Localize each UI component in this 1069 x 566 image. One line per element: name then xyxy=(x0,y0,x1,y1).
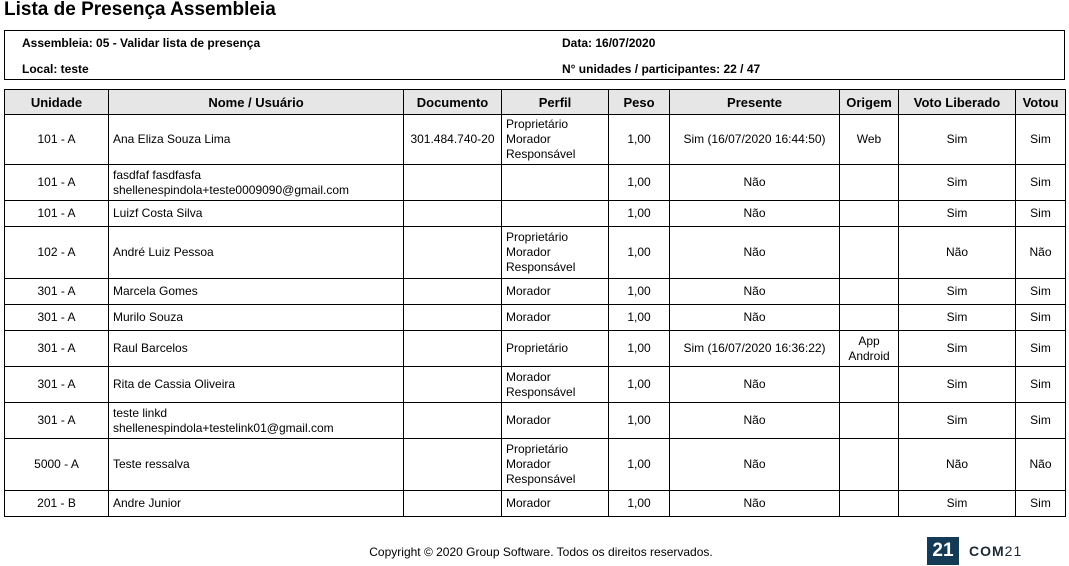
cell-perfil xyxy=(502,367,609,403)
cell-presente: Não xyxy=(670,367,840,403)
cell-origem xyxy=(840,227,899,279)
cell-presente: Não xyxy=(670,201,840,227)
cell-nome xyxy=(109,439,404,491)
cell-nome-line: Marcela Gomes xyxy=(113,284,198,298)
cell-unidade: 102 - A xyxy=(5,227,109,279)
cell-perfil-line: Morador xyxy=(506,310,551,324)
cell-peso: 1,00 xyxy=(609,491,670,517)
cell-nome-line: André Luiz Pessoa xyxy=(113,245,214,259)
cell-voto-liberado: Sim xyxy=(899,367,1016,403)
assembly-name: Assembleia: 05 - Validar lista de presença xyxy=(22,36,261,50)
table-header-row xyxy=(5,90,1066,115)
cell-origem-line: Web xyxy=(856,132,882,146)
cell-nome xyxy=(109,115,404,165)
table-row xyxy=(5,115,1066,165)
cell-peso: 1,00 xyxy=(609,201,670,227)
cell-nome-line: Andre Junior xyxy=(113,496,182,510)
cell-perfil-line: Responsável xyxy=(506,260,576,274)
cell-perfil-line: Responsável xyxy=(506,147,576,161)
cell-votou: Sim xyxy=(1016,367,1066,403)
col-header-voto-liberado: Voto Liberado xyxy=(899,90,1016,115)
cell-nome xyxy=(109,201,404,227)
cell-documento xyxy=(404,439,502,491)
cell-peso: 1,00 xyxy=(609,331,670,367)
cell-nome xyxy=(109,165,404,201)
col-header-presente: Presente xyxy=(670,90,840,115)
cell-nome xyxy=(109,331,404,367)
cell-origem xyxy=(840,367,899,403)
cell-votou: Sim xyxy=(1016,165,1066,201)
cell-perfil-line: Proprietário xyxy=(506,230,569,244)
cell-perfil xyxy=(502,115,609,165)
cell-perfil-line: Morador xyxy=(506,457,551,471)
com21-logo-text xyxy=(969,543,1022,559)
cell-nome xyxy=(109,227,404,279)
cell-perfil-line: Morador xyxy=(506,369,551,384)
col-header-perfil: Perfil xyxy=(502,90,609,115)
com21-logo-badge: 21 xyxy=(927,537,959,565)
table-row xyxy=(5,165,1066,201)
cell-votou: Sim xyxy=(1016,491,1066,517)
cell-perfil-line: Morador xyxy=(506,496,551,510)
cell-voto-liberado: Sim xyxy=(899,115,1016,165)
col-header-unidade: Unidade xyxy=(5,90,109,115)
assembly-date: Data: 16/07/2020 xyxy=(562,36,656,50)
cell-voto-liberado: Sim xyxy=(899,305,1016,331)
table-row xyxy=(5,305,1066,331)
cell-documento xyxy=(404,491,502,517)
cell-nome-line: shellenespindola+testelink01@gmail.com xyxy=(113,420,334,435)
cell-voto-liberado: Não xyxy=(899,227,1016,279)
col-header-peso: Peso xyxy=(609,90,670,115)
cell-peso: 1,00 xyxy=(609,279,670,305)
cell-voto-liberado: Sim xyxy=(899,403,1016,439)
cell-perfil-line: Proprietário xyxy=(506,117,569,131)
cell-perfil xyxy=(502,403,609,439)
cell-origem xyxy=(840,115,899,165)
cell-perfil xyxy=(502,491,609,517)
cell-presente: Sim (16/07/2020 16:36:22) xyxy=(670,331,840,367)
cell-votou: Sim xyxy=(1016,279,1066,305)
cell-origem xyxy=(840,165,899,201)
cell-perfil-line: Proprietário xyxy=(506,442,569,456)
cell-nome-line: fasdfaf fasdfasfa xyxy=(113,167,202,182)
cell-nome-line: Raul Barcelos xyxy=(113,341,188,355)
cell-documento xyxy=(404,331,502,367)
cell-voto-liberado: Não xyxy=(899,439,1016,491)
copyright-text: Copyright © 2020 Group Software. Todos os direitos reservados. xyxy=(369,545,713,559)
cell-documento xyxy=(404,367,502,403)
attendance-table xyxy=(4,89,1066,517)
cell-presente: Não xyxy=(670,491,840,517)
cell-documento xyxy=(404,279,502,305)
cell-unidade: 101 - A xyxy=(5,201,109,227)
cell-nome-line: Ana Eliza Souza Lima xyxy=(113,132,231,146)
cell-votou: Sim xyxy=(1016,305,1066,331)
cell-nome xyxy=(109,403,404,439)
cell-votou: Sim xyxy=(1016,331,1066,367)
cell-peso: 1,00 xyxy=(609,439,670,491)
cell-unidade: 5000 - A xyxy=(5,439,109,491)
cell-presente: Não xyxy=(670,305,840,331)
logo-text-bold: COM xyxy=(969,543,1005,559)
cell-peso: 1,00 xyxy=(609,227,670,279)
cell-votou: Não xyxy=(1016,227,1066,279)
cell-documento xyxy=(404,305,502,331)
cell-presente: Não xyxy=(670,165,840,201)
cell-voto-liberado: Sim xyxy=(899,165,1016,201)
cell-presente: Não xyxy=(670,403,840,439)
cell-peso: 1,00 xyxy=(609,367,670,403)
col-header-votou: Votou xyxy=(1016,90,1066,115)
cell-unidade: 301 - A xyxy=(5,403,109,439)
cell-nome-line: Murilo Souza xyxy=(113,310,184,324)
cell-nome-line: shellenespindola+teste0009090@gmail.com xyxy=(113,182,350,197)
col-header-nome: Nome / Usuário xyxy=(109,90,404,115)
cell-origem xyxy=(840,201,899,227)
cell-nome xyxy=(109,491,404,517)
cell-perfil-line: Morador xyxy=(506,413,551,427)
cell-documento xyxy=(404,227,502,279)
table-row xyxy=(5,279,1066,305)
cell-presente: Não xyxy=(670,439,840,491)
cell-nome-line: Teste ressalva xyxy=(113,457,190,471)
cell-unidade: 301 - A xyxy=(5,331,109,367)
cell-peso: 1,00 xyxy=(609,403,670,439)
cell-voto-liberado: Sim xyxy=(899,279,1016,305)
cell-perfil-line: Morador xyxy=(506,245,551,259)
assembly-location: Local: teste xyxy=(22,62,89,76)
cell-documento xyxy=(404,403,502,439)
logo-text-rest: 21 xyxy=(1004,543,1023,559)
cell-origem xyxy=(840,491,899,517)
cell-perfil xyxy=(502,165,609,201)
cell-perfil xyxy=(502,305,609,331)
col-header-documento: Documento xyxy=(404,90,502,115)
cell-nome xyxy=(109,367,404,403)
cell-origem xyxy=(840,439,899,491)
cell-presente: Sim (16/07/2020 16:44:50) xyxy=(670,115,840,165)
table-row xyxy=(5,201,1066,227)
cell-origem xyxy=(840,331,899,367)
cell-unidade: 301 - A xyxy=(5,279,109,305)
cell-perfil xyxy=(502,227,609,279)
cell-perfil xyxy=(502,439,609,491)
cell-peso: 1,00 xyxy=(609,165,670,201)
cell-origem xyxy=(840,403,899,439)
cell-presente: Não xyxy=(670,279,840,305)
cell-peso: 1,00 xyxy=(609,115,670,165)
units-participants-count: N° unidades / participantes: 22 / 47 xyxy=(562,62,761,76)
cell-votou: Sim xyxy=(1016,115,1066,165)
cell-documento xyxy=(404,201,502,227)
cell-origem xyxy=(840,305,899,331)
cell-origem xyxy=(840,279,899,305)
cell-votou: Sim xyxy=(1016,201,1066,227)
cell-perfil-line: Proprietário xyxy=(506,341,569,355)
col-header-origem: Origem xyxy=(840,90,899,115)
cell-perfil xyxy=(502,201,609,227)
cell-documento xyxy=(404,165,502,201)
cell-unidade: 101 - A xyxy=(5,165,109,201)
table-row xyxy=(5,367,1066,403)
cell-unidade: 101 - A xyxy=(5,115,109,165)
cell-origem-line: App xyxy=(858,333,880,348)
cell-voto-liberado: Sim xyxy=(899,491,1016,517)
table-row xyxy=(5,403,1066,439)
cell-unidade: 301 - A xyxy=(5,305,109,331)
cell-unidade: 201 - B xyxy=(5,491,109,517)
cell-nome xyxy=(109,279,404,305)
cell-perfil xyxy=(502,331,609,367)
table-row xyxy=(5,491,1066,517)
cell-perfil-line: Morador xyxy=(506,132,551,146)
cell-nome-line: Rita de Cassia Oliveira xyxy=(113,377,236,391)
page-title: Lista de Presença Assembleia xyxy=(4,0,276,20)
cell-peso: 1,00 xyxy=(609,305,670,331)
cell-nome-line: teste linkd xyxy=(113,405,168,420)
cell-presente: Não xyxy=(670,227,840,279)
assembly-info-box xyxy=(4,30,1065,80)
cell-perfil-line: Morador xyxy=(506,284,551,298)
cell-perfil xyxy=(502,279,609,305)
cell-documento: 301.484.740-20 xyxy=(404,115,502,165)
cell-voto-liberado: Sim xyxy=(899,331,1016,367)
cell-perfil-line: Responsável xyxy=(506,472,576,486)
table-row xyxy=(5,439,1066,491)
cell-origem-line: Android xyxy=(848,348,890,363)
cell-unidade: 301 - A xyxy=(5,367,109,403)
table-row xyxy=(5,331,1066,367)
cell-nome xyxy=(109,305,404,331)
cell-votou: Não xyxy=(1016,439,1066,491)
cell-voto-liberado: Sim xyxy=(899,201,1016,227)
cell-nome-line: Luizf Costa Silva xyxy=(113,206,203,220)
cell-votou: Sim xyxy=(1016,403,1066,439)
table-row xyxy=(5,227,1066,279)
cell-perfil-line: Responsável xyxy=(506,384,576,399)
